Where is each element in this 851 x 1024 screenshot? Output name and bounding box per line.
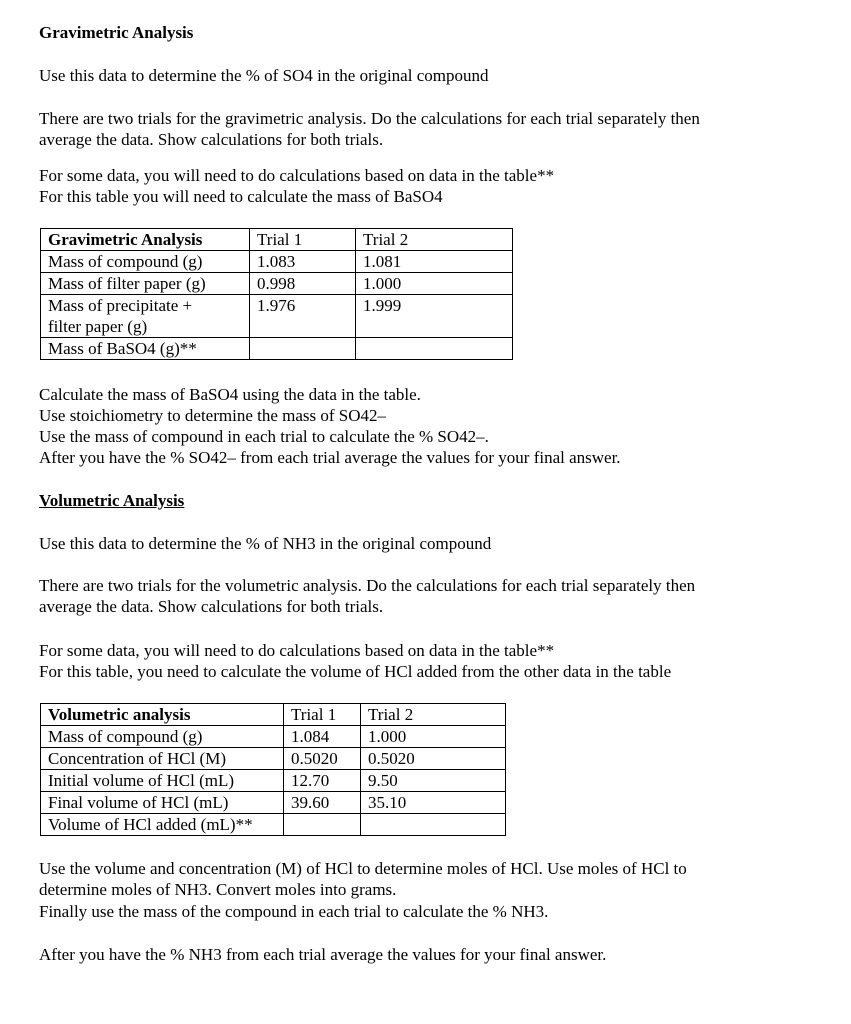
table-cell: 12.70: [284, 770, 361, 792]
table-cell: [250, 338, 356, 360]
volumetric-table-note: For this table, you need to calculate the volume of HCl added from the other data in the table: [39, 662, 672, 681]
table-cell: 1.083: [250, 251, 356, 273]
gravimetric-instruction-2: Use stoichiometry to determine the mass of SO42–: [39, 406, 387, 425]
table-cell: [356, 338, 513, 360]
table-cell: Mass of compound (g): [41, 726, 284, 748]
table-cell: [250, 316, 356, 338]
gravimetric-instruction-3: Use the mass of compound in each trial to calculate the % SO42–.: [39, 427, 489, 446]
table-cell: Mass of compound (g): [41, 251, 250, 273]
volumetric-table: [40, 703, 506, 836]
gravimetric-heading: Gravimetric Analysis: [39, 23, 194, 42]
gravimetric-instruction-1: Calculate the mass of BaSO4 using the data in the table.: [39, 385, 421, 404]
table-header-row: [41, 704, 506, 726]
table-cell: 1.000: [361, 726, 506, 748]
gravimetric-instruction-4: After you have the % SO42– from each trial average the values for your final answer.: [39, 448, 621, 467]
table-cell: Initial volume of HCl (mL): [41, 770, 284, 792]
table-header-cell: Trial 2: [361, 704, 506, 726]
table-cell: 1.976: [250, 295, 356, 317]
gravimetric-table: [40, 228, 513, 360]
gravimetric-intro: Use this data to determine the % of SO4 in the original compound: [39, 66, 489, 85]
table-cell: Concentration of HCl (M): [41, 748, 284, 770]
table-cell: [356, 316, 513, 338]
table-cell: 9.50: [361, 770, 506, 792]
volumetric-instruction-1: Use the volume and concentration (M) of HCl to determine moles of HCl. Use moles of HCl to: [39, 859, 687, 878]
volumetric-trials-line1: There are two trials for the volumetric analysis. Do the calculations for each trial separately then: [39, 576, 696, 595]
table-header-cell: Volumetric analysis: [41, 704, 284, 726]
table-cell: 1.084: [284, 726, 361, 748]
table-cell: Mass of precipitate +: [41, 295, 250, 317]
volumetric-instruction-3: Finally use the mass of the compound in each trial to calculate the % NH3.: [39, 902, 549, 921]
table-header-row: [41, 229, 513, 251]
table-cell: 39.60: [284, 792, 361, 814]
table-header-cell: Trial 1: [284, 704, 361, 726]
table-cell: Final volume of HCl (mL): [41, 792, 284, 814]
table-row: [41, 748, 506, 770]
table-row: [41, 295, 513, 317]
gravimetric-table-note: For this table you will need to calculate the mass of BaSO4: [39, 187, 443, 206]
table-cell: 1.999: [356, 295, 513, 317]
table-cell: 1.000: [356, 273, 513, 295]
table-cell: 0.5020: [284, 748, 361, 770]
table-row: [41, 814, 506, 836]
table-row: [41, 316, 513, 338]
volumetric-some-data: For some data, you will need to do calculations based on data in the table**: [39, 641, 555, 660]
table-cell: 35.10: [361, 792, 506, 814]
volumetric-instruction-2: determine moles of NH3. Convert moles into grams.: [39, 880, 397, 899]
table-cell: 1.081: [356, 251, 513, 273]
table-row: [41, 726, 506, 748]
table-cell: Mass of filter paper (g): [41, 273, 250, 295]
table-cell: [361, 814, 506, 836]
gravimetric-trials-line2: average the data. Show calculations for both trials.: [39, 130, 384, 149]
volumetric-heading: Volumetric Analysis: [39, 491, 185, 510]
table-cell: Volume of HCl added (mL)**: [41, 814, 284, 836]
table-cell: 0.5020: [361, 748, 506, 770]
table-cell: Mass of BaSO4 (g)**: [41, 338, 250, 360]
table-cell: 0.998: [250, 273, 356, 295]
volumetric-intro: Use this data to determine the % of NH3 in the original compound: [39, 534, 492, 553]
table-row: [41, 273, 513, 295]
table-header-cell: Trial 1: [250, 229, 356, 251]
table-cell: filter paper (g): [41, 316, 250, 338]
table-row: [41, 792, 506, 814]
volumetric-instruction-4: After you have the % NH3 from each trial average the values for your final answer.: [39, 945, 607, 964]
gravimetric-some-data: For some data, you will need to do calculations based on data in the table**: [39, 166, 555, 185]
table-cell: [284, 814, 361, 836]
gravimetric-trials-line1: There are two trials for the gravimetric analysis. Do the calculations for each trial separately then: [39, 109, 700, 128]
table-header-cell: Gravimetric Analysis: [41, 229, 250, 251]
volumetric-trials-line2: average the data. Show calculations for both trials.: [39, 597, 384, 616]
table-row: [41, 770, 506, 792]
table-header-cell: Trial 2: [356, 229, 513, 251]
table-row: [41, 338, 513, 360]
table-row: [41, 251, 513, 273]
